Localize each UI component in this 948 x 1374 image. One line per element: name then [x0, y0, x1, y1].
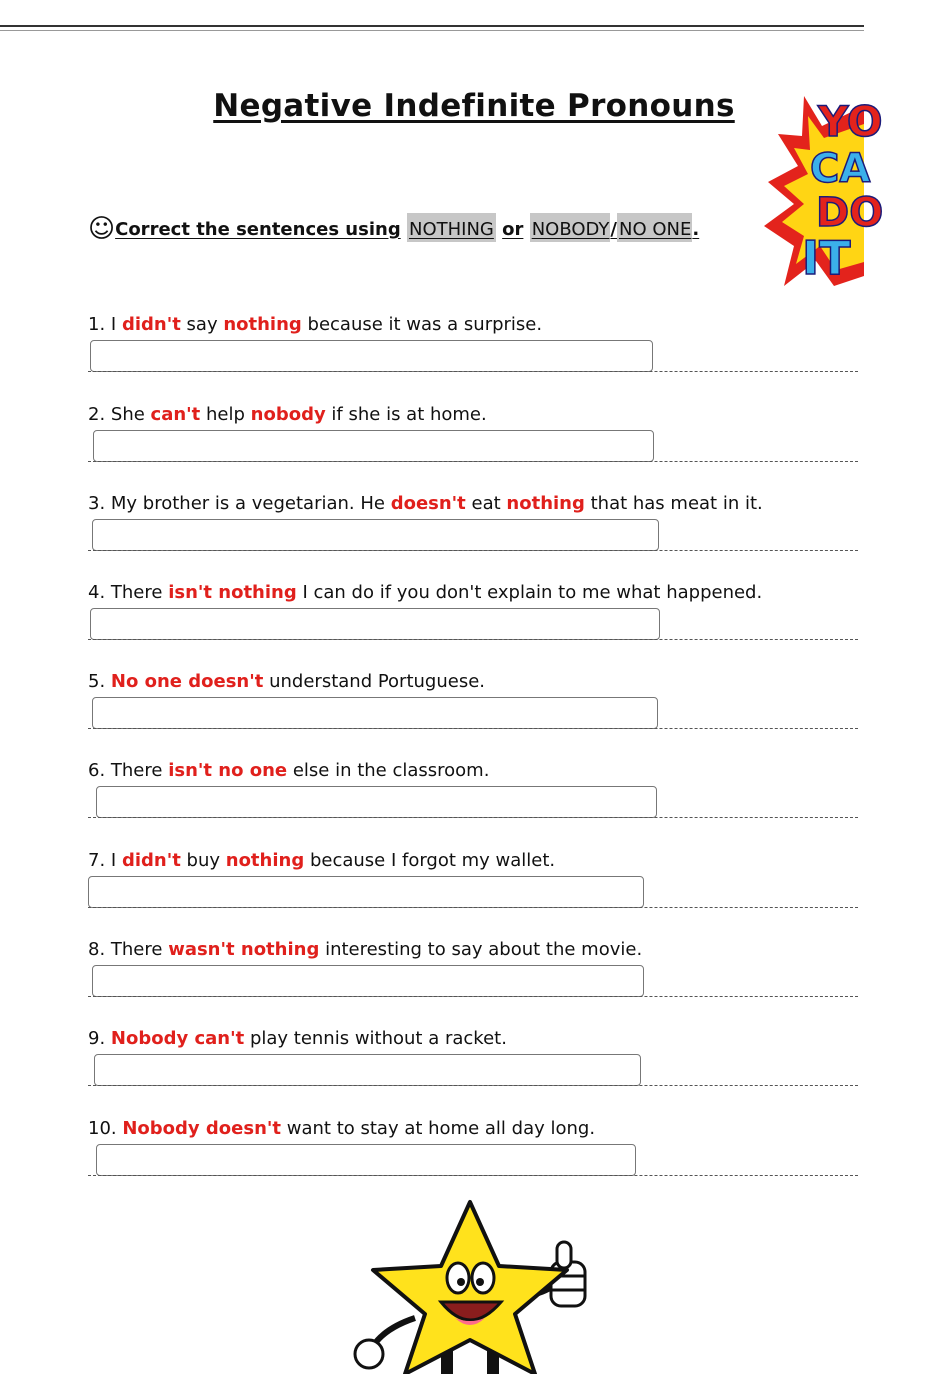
answer-field[interactable]: [90, 340, 653, 372]
negative-word: Nobody can't: [110, 1028, 245, 1049]
exercise-sentence: [88, 759, 489, 783]
answer-field[interactable]: [92, 965, 644, 997]
instruction-slash: /: [610, 219, 617, 240]
exercise-sentence: [88, 1117, 595, 1141]
badge-line1: YO: [818, 97, 883, 146]
sentence-text: 6. There: [88, 760, 169, 781]
answer-line: [88, 1085, 858, 1086]
answer-field[interactable]: [90, 608, 660, 640]
badge-line4: IT: [802, 231, 851, 285]
sentence-text: because I forgot my wallet.: [304, 850, 556, 871]
answer-line: [88, 461, 858, 462]
exercise-item: [0, 1117, 864, 1205]
option-nobody: NOBODY: [530, 213, 611, 242]
sentence-text: 7. I: [88, 850, 122, 871]
answer-line: [88, 371, 858, 372]
answer-field[interactable]: [92, 697, 658, 729]
sentence-text: say: [180, 314, 224, 335]
negative-word: nothing: [223, 314, 302, 335]
answer-field[interactable]: [93, 430, 654, 462]
sentence-text: if she is at home.: [325, 404, 487, 425]
sentence-text: because it was a surprise.: [301, 314, 543, 335]
negative-word: didn't: [121, 850, 181, 871]
exercise-sentence: [88, 492, 763, 516]
sentence-text: 9.: [88, 1028, 111, 1049]
smiley-icon: ☺: [88, 214, 116, 244]
negative-word: wasn't nothing: [168, 939, 320, 960]
exercise-sentence: [88, 1027, 507, 1051]
negative-word: isn't nothing: [168, 582, 297, 603]
sentence-text: 8. There: [88, 939, 169, 960]
exercise-item: [0, 581, 864, 669]
exercise-sentence: [88, 581, 762, 605]
sentence-text: 4. There: [88, 582, 169, 603]
exercise-item: [0, 938, 864, 1026]
instruction-text: Correct the sentences using: [115, 219, 401, 240]
thumbs-up-star-mascot-icon: [345, 1198, 605, 1374]
exercise-item: [0, 313, 864, 401]
exercise-sentence: [88, 938, 642, 962]
top-rule-thin: [0, 30, 864, 31]
sentence-text: want to stay at home all day long.: [281, 1118, 596, 1139]
negative-word: nothing: [506, 493, 585, 514]
sentence-text: else in the classroom.: [287, 760, 490, 781]
sentence-text: buy: [180, 850, 226, 871]
answer-line: [88, 550, 858, 551]
exercise-item: [0, 403, 864, 491]
page-title: Negative Indefinite Pronouns: [213, 88, 735, 124]
exercise-item: [0, 849, 864, 937]
answer-line: [88, 728, 858, 729]
exercise-item: [0, 759, 864, 847]
exercise-sentence: [88, 313, 542, 337]
exercise-sentence: [88, 849, 555, 873]
instruction-period: .: [692, 219, 700, 240]
exercise-sentence: [88, 403, 487, 427]
sentence-text: understand Portuguese.: [263, 671, 486, 692]
answer-field[interactable]: [88, 876, 644, 908]
sentence-text: that has meat in it.: [584, 493, 763, 514]
top-rule: [0, 25, 864, 27]
option-no-one: NO ONE: [617, 213, 692, 242]
sentence-text: 5.: [88, 671, 111, 692]
answer-line: [88, 996, 858, 997]
exercise-sentence: [88, 670, 485, 694]
exercise-item: [0, 670, 864, 758]
answer-field[interactable]: [94, 1054, 641, 1086]
badge-line3: DO: [816, 190, 884, 236]
negative-word: nothing: [225, 850, 305, 871]
answer-line: [88, 907, 858, 908]
answer-field[interactable]: [92, 519, 659, 551]
badge-line2: CA: [810, 146, 871, 192]
exercise-item: [0, 1027, 864, 1115]
sentence-text: 10.: [88, 1118, 123, 1139]
option-nothing: NOTHING: [407, 213, 496, 242]
sentence-text: interesting to say about the movie.: [319, 939, 643, 960]
negative-word: Nobody doesn't: [122, 1118, 282, 1139]
sentence-text: 1. I: [88, 314, 122, 335]
you-can-do-it-badge-icon: [764, 86, 884, 298]
answer-line: [88, 1175, 858, 1176]
sentence-text: 2. She: [88, 404, 151, 425]
sentence-text: play tennis without a racket.: [244, 1028, 507, 1049]
sentence-text: help: [200, 404, 251, 425]
negative-word: No one doesn't: [110, 671, 264, 692]
instructions: [88, 214, 699, 244]
instruction-or: or: [502, 219, 524, 240]
answer-line: [88, 817, 858, 818]
negative-word: doesn't: [390, 493, 466, 514]
answer-field[interactable]: [96, 1144, 636, 1176]
negative-word: can't: [150, 404, 201, 425]
negative-word: isn't no one: [168, 760, 288, 781]
sentence-text: eat: [465, 493, 507, 514]
negative-word: nobody: [250, 404, 326, 425]
negative-word: didn't: [121, 314, 181, 335]
exercise-item: [0, 492, 864, 580]
sentence-text: 3. My brother is a vegetarian. He: [88, 493, 391, 514]
answer-line: [88, 639, 858, 640]
sentence-text: I can do if you don't explain to me what happened.: [296, 582, 763, 603]
answer-field[interactable]: [96, 786, 657, 818]
